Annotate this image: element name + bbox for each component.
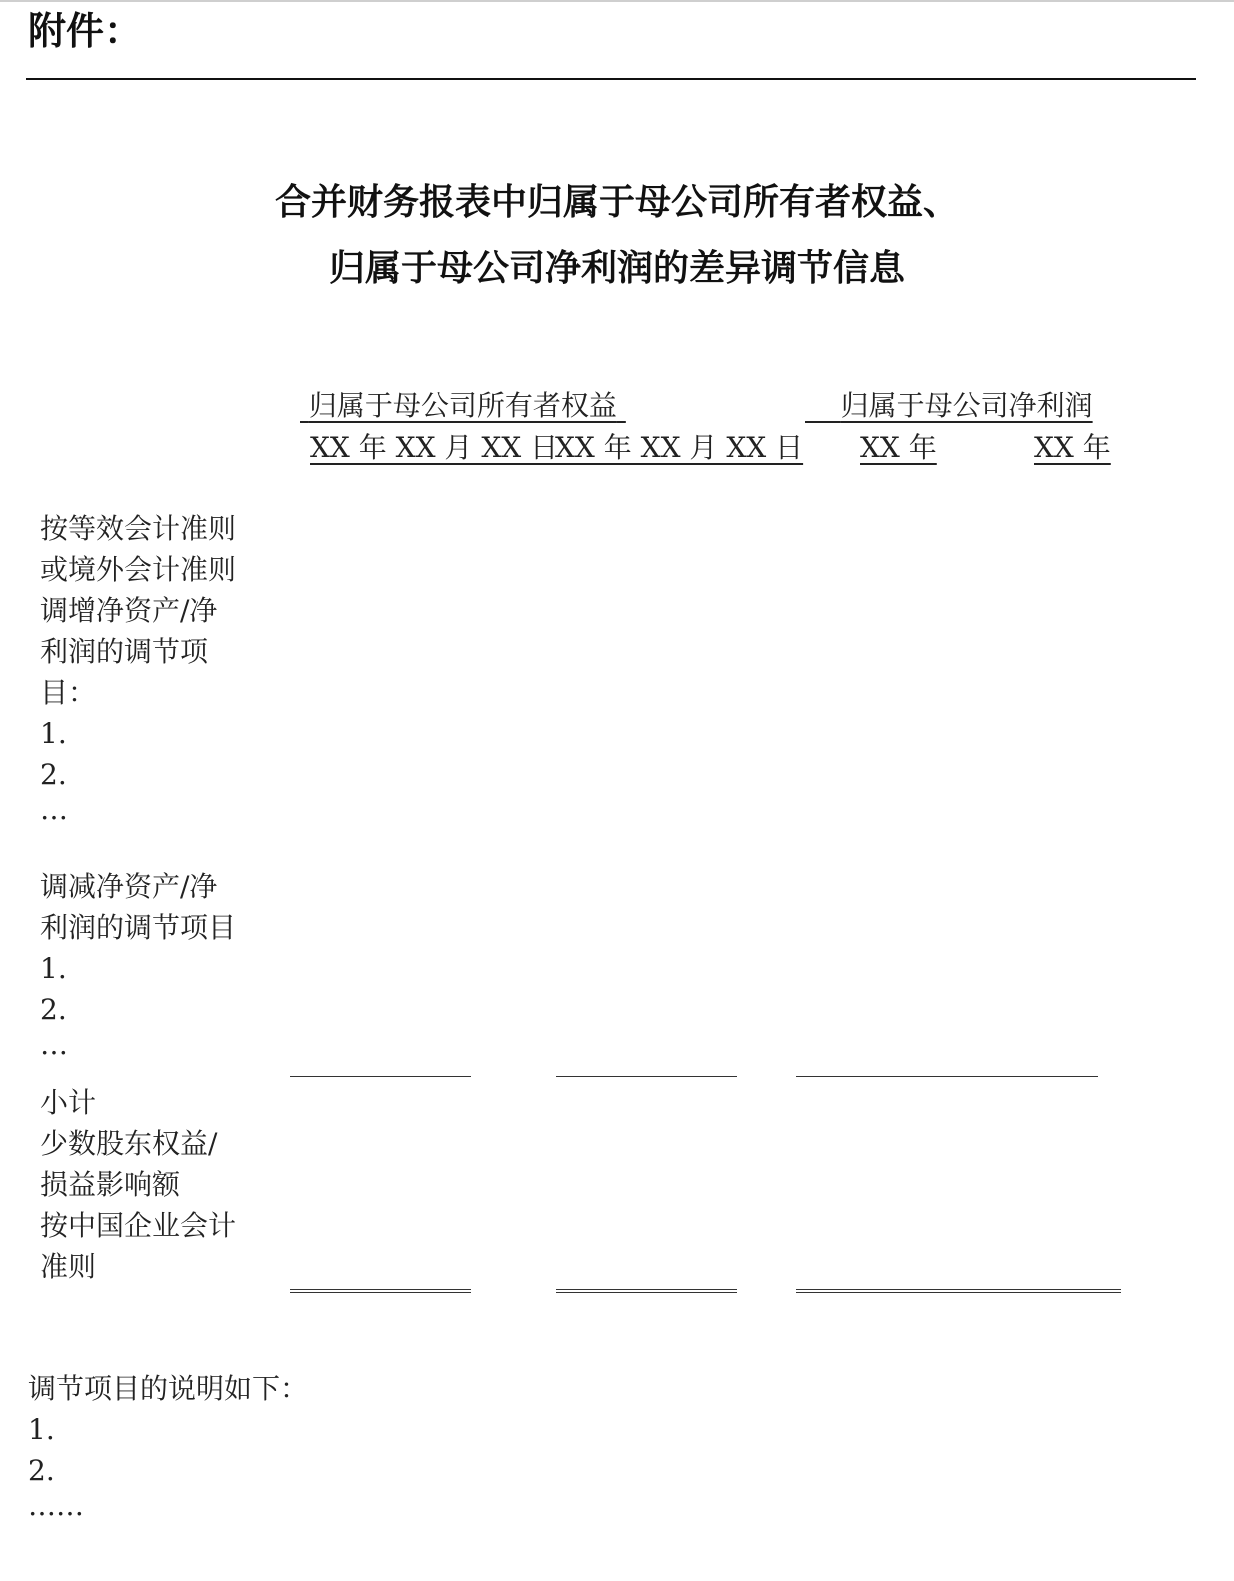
decrease-section bbox=[40, 866, 280, 1060]
list-item: … bbox=[40, 1028, 68, 1061]
list-item: 1. bbox=[40, 717, 67, 750]
subtotal-line-1 bbox=[290, 1076, 471, 1077]
subtotal-line-2 bbox=[556, 1076, 737, 1077]
total-double-line-3 bbox=[796, 1289, 1121, 1293]
subtotal-label: 小计 bbox=[40, 1086, 97, 1119]
notes-section bbox=[28, 1368, 308, 1521]
row-label: 目： bbox=[40, 676, 97, 709]
attachment-label: 附件： bbox=[28, 9, 143, 53]
column-group-profit-wrapper bbox=[805, 384, 1121, 428]
list-item: … bbox=[40, 793, 68, 826]
document-title-line-1: 合并财务报表中归属于母公司所有者权益、 bbox=[274, 182, 959, 223]
row-label: 或境外会计准则 bbox=[40, 553, 237, 586]
column-header-1: XX 年 XX 月 XX 日 bbox=[310, 431, 559, 464]
header-rule bbox=[26, 78, 1196, 80]
minority-label: 少数股东权益/ bbox=[40, 1127, 218, 1160]
minority-label: 损益影响额 bbox=[40, 1168, 181, 1201]
list-item: 1. bbox=[28, 1413, 55, 1446]
list-item: …… bbox=[28, 1489, 84, 1522]
row-label: 利润的调节项目 bbox=[40, 911, 237, 944]
subtotal-line-3 bbox=[796, 1076, 1098, 1077]
notes-heading: 调节项目的说明如下： bbox=[28, 1372, 309, 1405]
row-label: 调增净资产/净 bbox=[40, 594, 218, 627]
row-label: 调减净资产/净 bbox=[40, 870, 218, 903]
final-label: 准则 bbox=[40, 1250, 97, 1283]
column-group-equity: 归属于母公司所有者权益 bbox=[308, 389, 617, 422]
final-label: 按中国企业会计 bbox=[40, 1209, 237, 1242]
list-item: 1. bbox=[40, 952, 67, 985]
row-label: 利润的调节项 bbox=[40, 635, 209, 668]
column-header-4: XX 年 bbox=[1034, 431, 1111, 464]
row-label: 按等效会计准则 bbox=[40, 512, 237, 545]
document-title-line-2: 归属于母公司净利润的差异调节信息 bbox=[328, 248, 905, 289]
total-double-line-2 bbox=[556, 1289, 737, 1293]
total-double-line-1 bbox=[290, 1289, 471, 1293]
column-header-2: XX 年 XX 月 XX 日 bbox=[555, 431, 804, 464]
totals-section bbox=[40, 1082, 280, 1287]
top-border bbox=[0, 0, 1234, 2]
increase-section bbox=[40, 508, 280, 825]
list-item: 2. bbox=[40, 993, 67, 1026]
list-item: 2. bbox=[40, 758, 67, 791]
list-item: 2. bbox=[28, 1454, 55, 1487]
column-header-3: XX 年 bbox=[860, 431, 937, 464]
column-group-profit: 归属于母公司净利润 bbox=[840, 389, 1093, 422]
